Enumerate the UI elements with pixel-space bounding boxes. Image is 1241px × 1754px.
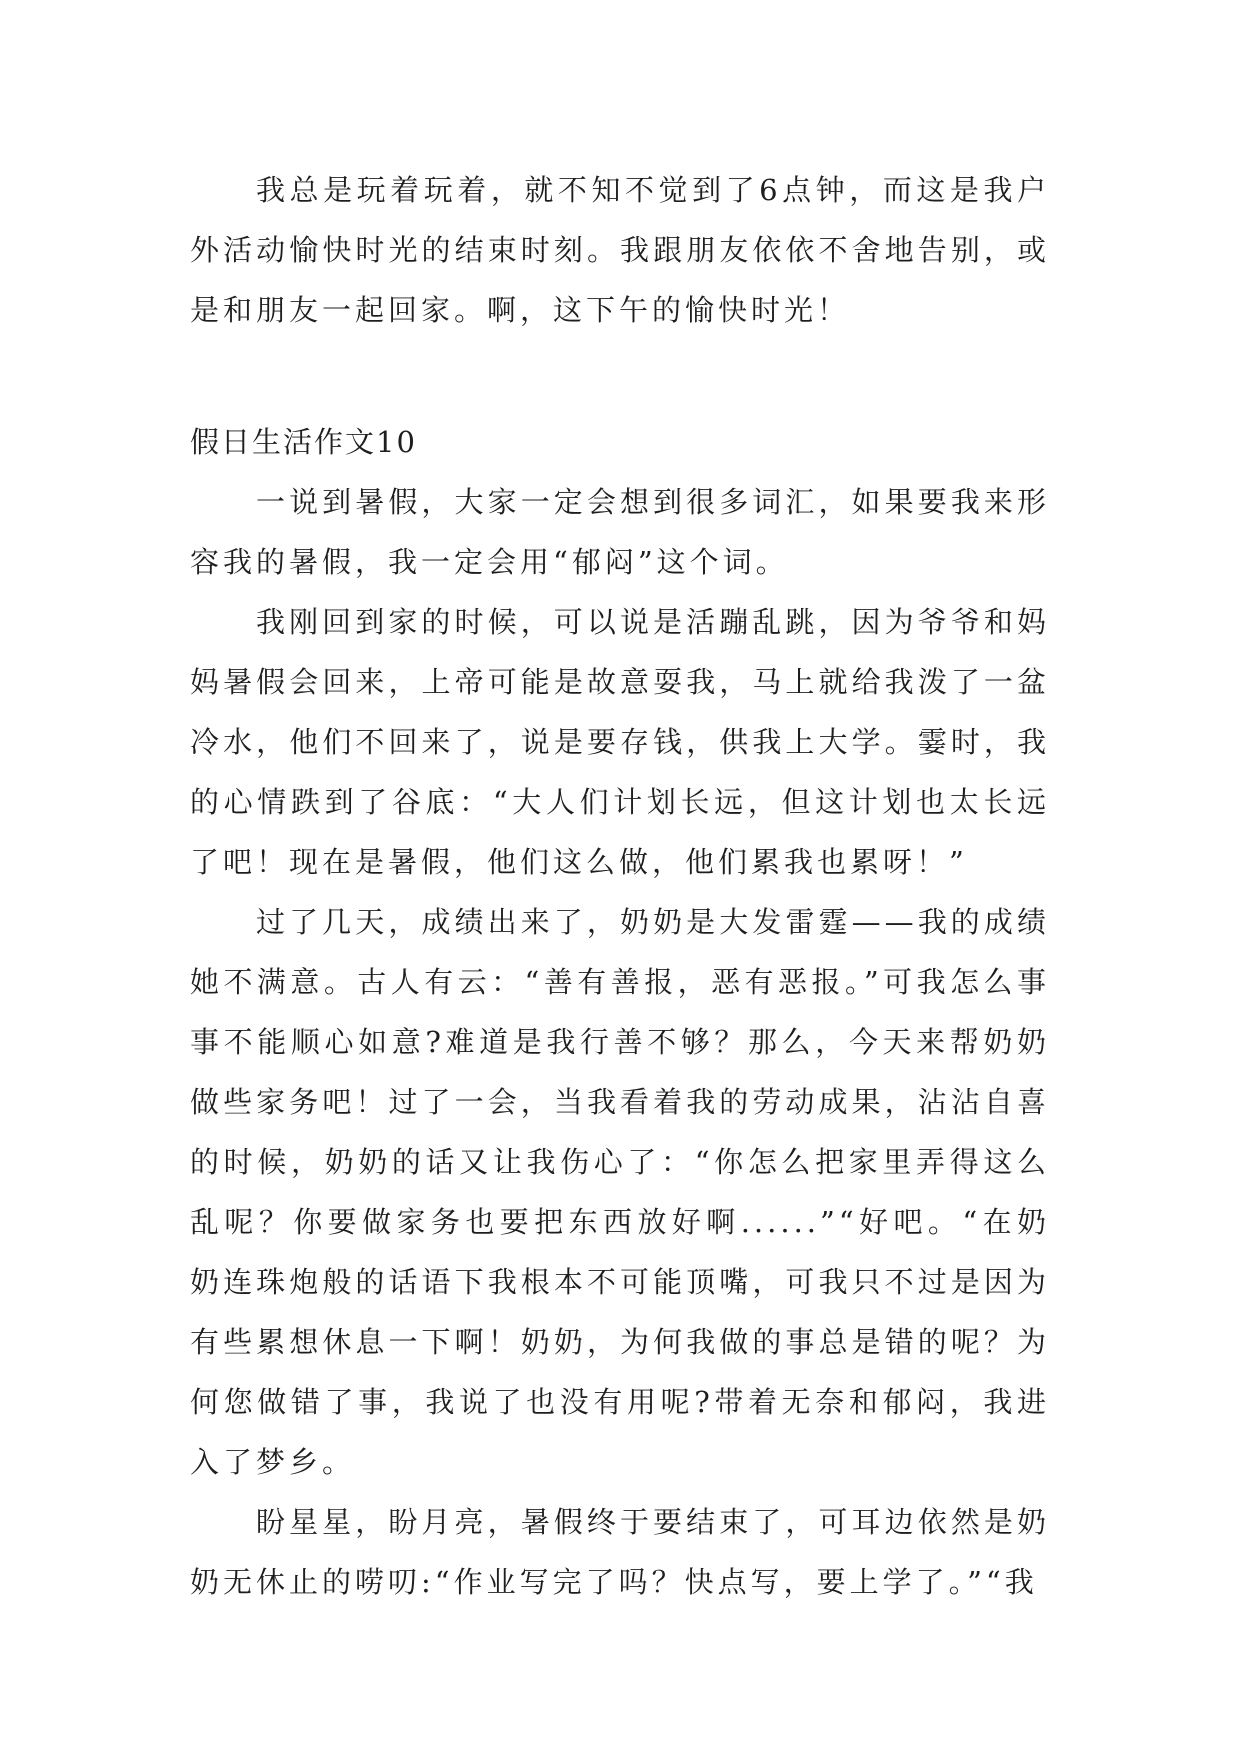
paragraph: 盼星星，盼月亮，暑假终于要结束了，可耳边依然是奶奶无休止的唠叨:“作业写完了吗？快点写，要上学了。”“我 <box>190 1505 1050 1599</box>
paragraph: 过了几天，成绩出来了，奶奶是大发雷霆——我的成绩她不满意。古人有云：“善有善报，恶有恶报。”可我怎么事事不能顺心如意?难道是我行善不够？那么，今天来帮奶奶做些家务吧！过了一会，当我看着我的劳动成果，沾沾自喜的时候，奶奶的话又让我伤心了：“你怎么把家里弄得这么乱呢？你要做家务也要把东西放好啊......”“好吧。“在奶奶连珠炮般的话语下我根本不可能顶嘴，可我只不过是因为有些累想休息一下啊！奶奶，为何我做的事总是错的呢？为何您做错了事，我说了也没有用呢?带着无奈和郁闷，我进入了梦乡。 <box>190 905 1050 1479</box>
paragraph: 我总是玩着玩着，就不知不觉到了6点钟，而这是我户外活动愉快时光的结束时刻。我跟朋友依依不舍地告别，或是和朋友一起回家。啊，这下午的愉快时光！ <box>190 173 1050 327</box>
section-spacer <box>190 340 1050 412</box>
paragraph: 我刚回到家的时候，可以说是活蹦乱跳，因为爷爷和妈妈暑假会回来，上帝可能是故意耍我，马上就给我泼了一盆冷水，他们不回来了，说是要存钱，供我上大学。霎时，我的心情跌到了谷底：“大人们计划长远，但这计划也太长远了吧！现在是暑假，他们这么做，他们累我也累呀！” <box>190 605 1050 879</box>
section-title: 假日生活作文10 <box>190 425 417 459</box>
document-body <box>190 160 1050 1612</box>
paragraph: 一说到暑假，大家一定会想到很多词汇，如果要我来形容我的暑假，我一定会用“郁闷”这个词。 <box>190 485 1050 579</box>
